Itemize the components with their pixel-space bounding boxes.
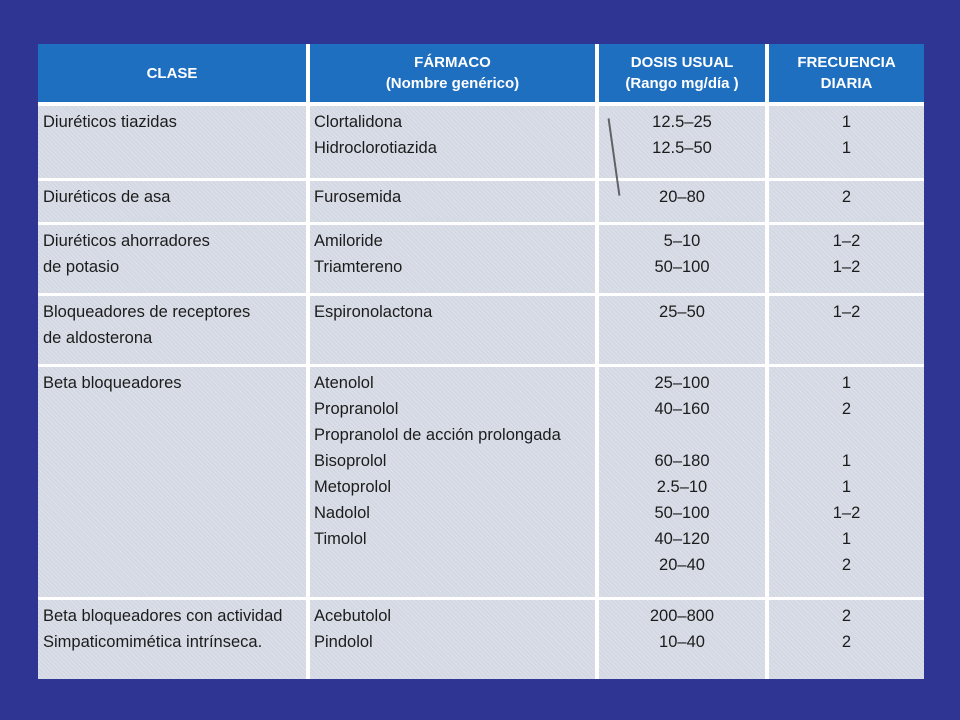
cell-farmaco (310, 367, 595, 597)
table-row (38, 367, 924, 597)
header-dosis-title: DOSIS USUAL (630, 54, 734, 71)
dosis-text: 50–100 (654, 504, 710, 522)
farmaco-text: Pindolol (314, 633, 373, 651)
farmaco-text: Propranolol (314, 400, 399, 418)
frecuencia-text: 2 (841, 633, 852, 651)
frecuencia-text: 2 (841, 556, 852, 574)
frecuencia-text: 2 (841, 607, 852, 625)
header-dosis-subtitle: (Rango mg/día ) (625, 75, 739, 92)
dosis-text: 40–160 (654, 400, 710, 418)
farmaco-text: Amiloride (314, 232, 383, 250)
farmaco-text: Timolol (314, 530, 367, 548)
frecuencia-text (769, 422, 924, 448)
dosis-text: 25–100 (654, 374, 710, 392)
farmaco-text: Espironolactona (314, 303, 433, 321)
frecuencia-text: 1 (841, 374, 852, 392)
cell-frecuencia (769, 600, 924, 679)
dosis-text: 12.5–50 (652, 139, 712, 157)
frecuencia-text: 1 (841, 139, 852, 157)
clase-text: Bloqueadores de receptores (43, 303, 251, 321)
farmaco-text: Atenolol (314, 374, 374, 392)
cell-farmaco (310, 106, 595, 178)
dosis-text: 20–80 (659, 188, 705, 206)
header-farmaco (310, 44, 595, 102)
column-divider (595, 44, 599, 679)
clase-text: de aldosterona (43, 329, 153, 347)
header-clase (38, 44, 306, 102)
farmaco-text: Metoprolol (314, 478, 392, 496)
cell-clase (38, 367, 306, 597)
frecuencia-text: 1 (841, 452, 852, 470)
dosis-text (599, 422, 765, 448)
clase-text: Diuréticos ahorradores (43, 232, 210, 250)
cell-dosis (599, 367, 765, 597)
farmaco-text: Acebutolol (314, 607, 392, 625)
table-row (38, 106, 924, 178)
drug-table (38, 44, 924, 679)
header-frecuencia-subtitle: DIARIA (820, 75, 873, 92)
dosis-text: 12.5–25 (652, 113, 712, 131)
frecuencia-text: 1–2 (832, 303, 861, 321)
dosis-text: 40–120 (654, 530, 710, 548)
dosis-text: 60–180 (654, 452, 710, 470)
frecuencia-text: 2 (841, 400, 852, 418)
cell-clase (38, 225, 306, 293)
header-frecuencia (769, 44, 924, 102)
cell-frecuencia (769, 106, 924, 178)
cell-frecuencia (769, 296, 924, 364)
cell-farmaco (310, 600, 595, 679)
column-divider (765, 44, 769, 679)
clase-text: de potasio (43, 258, 120, 276)
farmaco-text: Bisoprolol (314, 452, 387, 470)
frecuencia-text: 2 (841, 188, 852, 206)
frecuencia-text: 1 (841, 530, 852, 548)
frecuencia-text: 1–2 (832, 232, 861, 250)
cell-frecuencia (769, 225, 924, 293)
header-dosis (599, 44, 765, 102)
cell-clase (38, 600, 306, 679)
dosis-text: 200–800 (649, 607, 715, 625)
farmaco-text: Triamtereno (314, 258, 403, 276)
farmaco-text: Nadolol (314, 504, 370, 522)
header-clase-label: CLASE (146, 64, 198, 82)
dosis-text: 50–100 (654, 258, 710, 276)
dosis-text: 5–10 (663, 232, 701, 250)
table-row (38, 296, 924, 364)
frecuencia-text: 1 (841, 478, 852, 496)
table-row (38, 600, 924, 679)
table-row (38, 225, 924, 293)
cell-clase (38, 181, 306, 222)
clase-text: Beta bloqueadores con actividad (43, 607, 283, 625)
frecuencia-text: 1 (841, 113, 852, 131)
cell-dosis (599, 106, 765, 178)
farmaco-text: Furosemida (314, 188, 402, 206)
cell-clase (38, 296, 306, 364)
cell-farmaco (310, 225, 595, 293)
cell-frecuencia (769, 367, 924, 597)
table-row (38, 181, 924, 222)
cell-dosis (599, 296, 765, 364)
cell-dosis (599, 225, 765, 293)
frecuencia-text: 1–2 (832, 504, 861, 522)
dosis-text: 25–50 (659, 303, 705, 321)
dosis-text: 2.5–10 (656, 478, 708, 496)
clase-text: Diuréticos tiazidas (43, 113, 177, 131)
header-frecuencia-title: FRECUENCIA (797, 54, 896, 71)
frecuencia-text: 1–2 (832, 258, 861, 276)
cell-clase (38, 106, 306, 178)
farmaco-text: Propranolol de acción prolongada (314, 426, 561, 444)
cell-dosis (599, 181, 765, 222)
dosis-text: 10–40 (659, 633, 705, 651)
clase-text: Diuréticos de asa (43, 188, 171, 206)
clase-text: Beta bloqueadores (43, 374, 182, 392)
clase-text: Simpaticomimética intrínseca. (43, 633, 263, 651)
header-farmaco-subtitle: (Nombre genérico) (385, 75, 520, 92)
farmaco-text: Clortalidona (314, 113, 403, 131)
cell-farmaco (310, 181, 595, 222)
cell-dosis (599, 600, 765, 679)
farmaco-text: Hidroclorotiazida (314, 139, 437, 157)
column-divider (306, 44, 310, 679)
header-farmaco-title: FÁRMACO (414, 54, 491, 71)
cell-frecuencia (769, 181, 924, 222)
cell-farmaco (310, 296, 595, 364)
dosis-text: 20–40 (659, 556, 705, 574)
